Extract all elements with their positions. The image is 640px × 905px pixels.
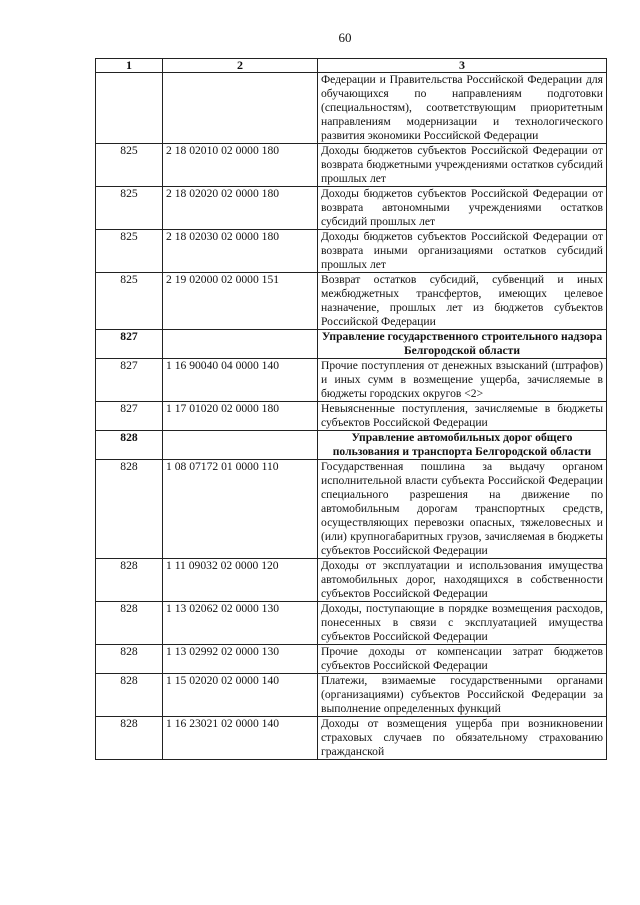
admin-code-cell: 827 xyxy=(96,359,163,402)
table-row xyxy=(96,187,607,230)
description-cell: Невыясненные поступления, зачисляемые в бюджеты субъектов Российской Федерации xyxy=(318,402,607,431)
table-row xyxy=(96,230,607,273)
table-row xyxy=(96,645,607,674)
budget-code-cell: 2 18 02010 02 0000 180 xyxy=(163,144,318,187)
budget-code-cell: 2 18 02030 02 0000 180 xyxy=(163,230,318,273)
table-row xyxy=(96,717,607,760)
table-row xyxy=(96,402,607,431)
budget-code-cell: 2 19 02000 02 0000 151 xyxy=(163,273,318,330)
budget-code-cell: 1 13 02062 02 0000 130 xyxy=(163,602,318,645)
column-header-code: 2 xyxy=(163,59,318,73)
budget-code-cell: 1 15 02020 02 0000 140 xyxy=(163,674,318,717)
organization-row xyxy=(96,330,607,359)
admin-code-cell: 825 xyxy=(96,187,163,230)
budget-code-cell: 1 16 23021 02 0000 140 xyxy=(163,717,318,760)
column-header-description: 3 xyxy=(318,59,607,73)
budget-classification-table xyxy=(95,58,607,760)
budget-code-cell: 1 13 02992 02 0000 130 xyxy=(163,645,318,674)
admin-code-cell: 828 xyxy=(96,559,163,602)
table-row xyxy=(96,73,607,144)
description-cell: Прочие доходы от компенсации затрат бюджетов субъектов Российской Федерации xyxy=(318,645,607,674)
table-row xyxy=(96,359,607,402)
budget-code-cell: 2 18 02020 02 0000 180 xyxy=(163,187,318,230)
description-cell: Прочие поступления от денежных взысканий (штрафов) и иных сумм в возмещение ущерба, зачисляемые в бюджеты городских округов <2> xyxy=(318,359,607,402)
table-row xyxy=(96,559,607,602)
description-cell: Доходы от возмещения ущерба при возникновении страховых случаев по обязательному страхованию гражданской xyxy=(318,717,607,760)
table-row xyxy=(96,602,607,645)
description-cell: Доходы бюджетов субъектов Российской Федерации от возврата бюджетными учреждениями остатков субсидий прошлых лет xyxy=(318,144,607,187)
admin-code-cell xyxy=(96,73,163,144)
budget-code-cell xyxy=(163,431,318,460)
admin-code-cell: 825 xyxy=(96,230,163,273)
organization-row xyxy=(96,431,607,460)
admin-code-cell: 828 xyxy=(96,717,163,760)
admin-code-cell: 825 xyxy=(96,144,163,187)
admin-code-cell: 828 xyxy=(96,602,163,645)
table-row xyxy=(96,460,607,559)
table-body xyxy=(96,73,607,760)
description-cell: Государственная пошлина за выдачу органом исполнительной власти субъекта Российской Федерации специального разрешения на движение по автомобильным дорогам транспортных средств, осуществляющих перевозки опасных, тяжеловесных и (или) крупногабаритных грузов, зачисляемая в бюджеты субъектов Российской Федерации xyxy=(318,460,607,559)
table-header-row xyxy=(96,59,607,73)
description-cell: Доходы бюджетов субъектов Российской Федерации от возврата иными организациями остатков субсидий прошлых лет xyxy=(318,230,607,273)
page-number: 60 xyxy=(338,30,352,45)
description-cell: Управление государственного строительного надзора Белгородской области xyxy=(318,330,607,359)
budget-code-cell: 1 17 01020 02 0000 180 xyxy=(163,402,318,431)
admin-code-cell: 828 xyxy=(96,431,163,460)
table-row xyxy=(96,674,607,717)
admin-code-cell: 827 xyxy=(96,330,163,359)
description-cell: Управление автомобильных дорог общего пользования и транспорта Белгородской области xyxy=(318,431,607,460)
budget-code-cell xyxy=(163,330,318,359)
budget-code-cell: 1 08 07172 01 0000 110 xyxy=(163,460,318,559)
admin-code-cell: 827 xyxy=(96,402,163,431)
table-row xyxy=(96,144,607,187)
budget-code-cell: 1 11 09032 02 0000 120 xyxy=(163,559,318,602)
admin-code-cell: 825 xyxy=(96,273,163,330)
admin-code-cell: 828 xyxy=(96,645,163,674)
description-cell: Доходы, поступающие в порядке возмещения расходов, понесенных в связи с эксплуатацией имущества субъектов Российской Федерации xyxy=(318,602,607,645)
description-cell: Возврат остатков субсидий, субвенций и иных межбюджетных трансфертов, имеющих целевое назначение, прошлых лет из бюджетов субъектов Российской Федерации xyxy=(318,273,607,330)
description-cell: Доходы бюджетов субъектов Российской Федерации от возврата автономными учреждениями остатков субсидий прошлых лет xyxy=(318,187,607,230)
budget-code-cell: 1 16 90040 04 0000 140 xyxy=(163,359,318,402)
description-cell: Доходы от эксплуатации и использования имущества автомобильных дорог, находящихся в собственности субъектов Российской Федерации xyxy=(318,559,607,602)
description-cell: Платежи, взимаемые государственными органами (организациями) субъектов Российской Федерации за выполнение определенных функций xyxy=(318,674,607,717)
admin-code-cell: 828 xyxy=(96,674,163,717)
table-row xyxy=(96,273,607,330)
budget-code-cell xyxy=(163,73,318,144)
column-header-admin: 1 xyxy=(96,59,163,73)
description-cell: Федерации и Правительства Российской Федерации для обучающихся по направлениям подготовки (специальностям), соответствующим приоритетным направлениям модернизации и технологического развития экономики Российской Федерации xyxy=(318,73,607,144)
admin-code-cell: 828 xyxy=(96,460,163,559)
